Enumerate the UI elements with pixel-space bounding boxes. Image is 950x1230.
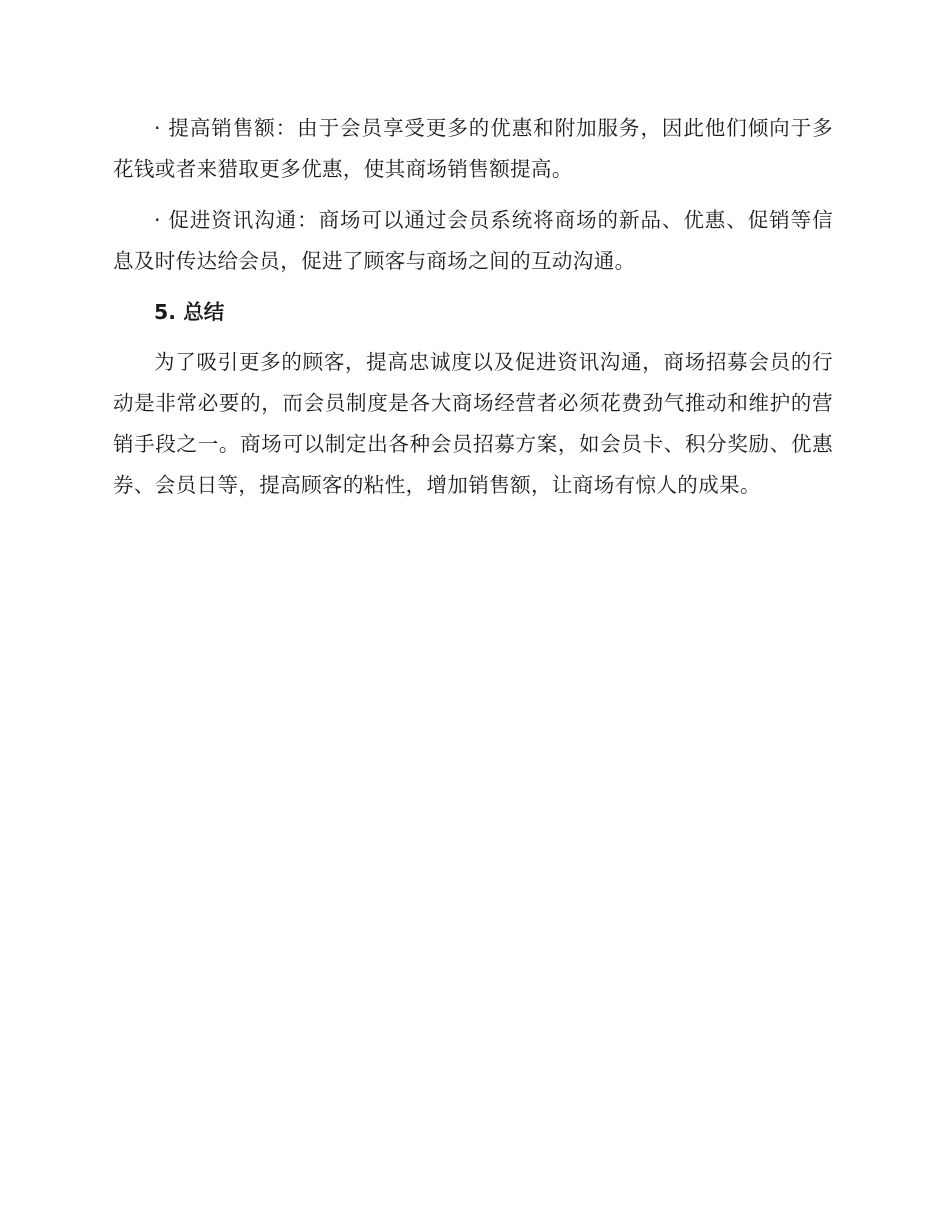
section-heading-summary: 5. 总结	[154, 300, 225, 324]
bullet-promote-communication: · 促进资讯沟通：商场可以通过会员系统将商场的新品、优惠、促销等信息及时传达给会员，促进了顾客与商场之间的互动沟通。	[113, 208, 833, 273]
summary-paragraph: 为了吸引更多的顾客，提高忠诚度以及促进资讯沟通，商场招募会员的行动是非常必要的，而会员制度是各大商场经营者必须花费劲气推动和维护的营销手段之一。商场可以制定出各种会员招募方案，如会员卡、积分奖励、优惠券、会员日等，提高顾客的粘性，增加销售额，让商场有惊人的成果。	[113, 350, 833, 497]
bullet-increase-sales: · 提高销售额：由于会员享受更多的优惠和附加服务，因此他们倾向于多花钱或者来猎取更多优惠，使其商场销售额提高。	[113, 116, 833, 181]
document-page	[113, 108, 833, 506]
